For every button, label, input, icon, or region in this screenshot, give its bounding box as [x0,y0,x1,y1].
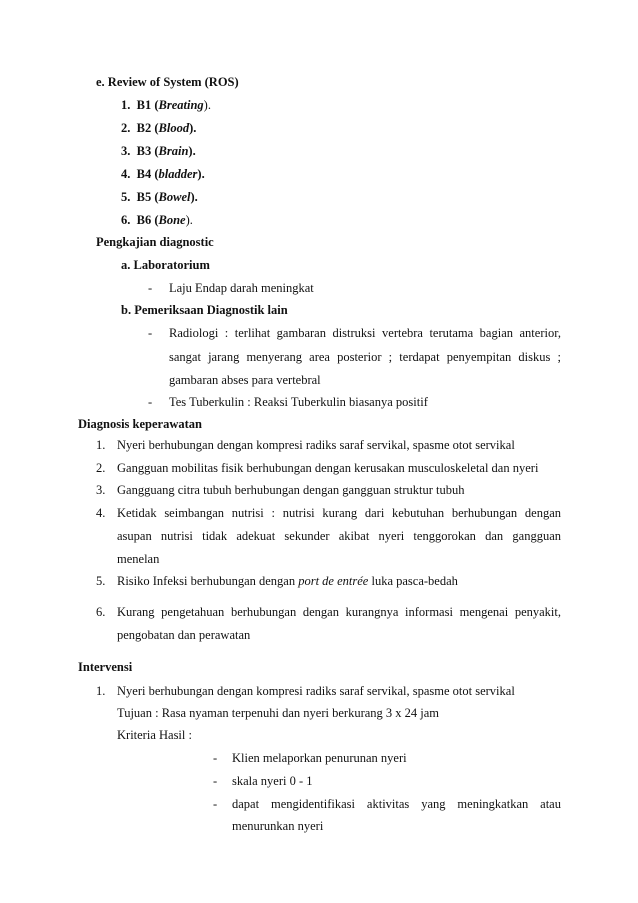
diagnosis-item: Nyeri berhubungan dengan kompresi radiks saraf servikal, spasme otot servikal [117,438,515,452]
list-number: 6. [96,605,106,619]
list-number: 5. [96,574,106,588]
diagnosis-item: asupan nutrisi tidak adekuat sekunder akibat nyeri tenggorokan dan gangguan [117,529,561,543]
kriteria-label: Kriteria Hasil : [117,728,192,742]
list-number: 3. [96,483,106,497]
kriteria-item: menurunkan nyeri [232,819,324,833]
radiologi-line: gambaran abses para vertebral [169,373,321,387]
lab-label: a. Laboratorium [121,258,210,272]
diagnosis-heading: Diagnosis keperawatan [78,417,202,431]
dash: - [148,281,153,295]
dash: - [148,326,153,340]
dash: - [148,395,153,409]
tujuan: Tujuan : Rasa nyaman terpenuhi dan nyeri berkurang 3 x 24 jam [117,706,440,720]
list-number: 2. [96,461,106,475]
diagnosis-item: Ketidak seimbangan nutrisi : nutrisi kurang dari kebutuhan berhubungan dengan [117,506,561,520]
ros-item: 2. B2 (Blood). [121,121,197,135]
intervensi-title: Nyeri berhubungan dengan kompresi radiks saraf servikal, spasme otot servikal [117,684,515,698]
dash: - [213,774,218,788]
list-number: 1. [96,684,106,698]
ros-item: 4. B4 (bladder). [121,167,205,181]
pengkajian-heading: Pengkajian diagnostic [96,235,214,249]
ros-heading: e. Review of System (ROS) [96,75,239,89]
pemeriksaan-label: b. Pemeriksaan Diagnostik lain [121,303,288,317]
tes-tuberkulin: Tes Tuberkulin : Reaksi Tuberkulin biasanya positif [169,395,428,409]
radiologi-line: Radiologi : terlihat gambaran distruksi vertebra terutama bagian anterior, [169,326,561,340]
diagnosis-item: pengobatan dan perawatan [117,628,251,642]
dash: - [213,751,218,765]
lab-item: Laju Endap darah meningkat [169,281,314,295]
diagnosis-item: Gangguang citra tubuh berhubungan dengan gangguan struktur tubuh [117,483,465,497]
ros-item: 1. B1 (Breating). [121,98,211,112]
ros-item: 3. B3 (Brain). [121,144,196,158]
list-number: 1. [96,438,106,452]
diagnosis-item: Risiko Infeksi berhubungan dengan port de entrée luka pasca-bedah [117,574,458,588]
diagnosis-item: menelan [117,552,160,566]
ros-item: 6. B6 (Bone). [121,213,193,227]
kriteria-item: Klien melaporkan penurunan nyeri [232,751,407,765]
dash: - [213,797,218,811]
kriteria-item: skala nyeri 0 - 1 [232,774,313,788]
diagnosis-item: Kurang pengetahuan berhubungan dengan kurangnya informasi mengenai penyakit, [117,605,561,619]
intervensi-heading: Intervensi [78,660,133,674]
diagnosis-item: Gangguan mobilitas fisik berhubungan dengan kerusakan musculoskeletal dan nyeri [117,461,539,475]
list-number: 4. [96,506,106,520]
ros-item: 5. B5 (Bowel). [121,190,198,204]
kriteria-item: dapat mengidentifikasi aktivitas yang meningkatkan atau [232,797,561,811]
radiologi-line: sangat jarang menyerang area posterior ; terdapat penyempitan diskus ; [169,350,561,364]
